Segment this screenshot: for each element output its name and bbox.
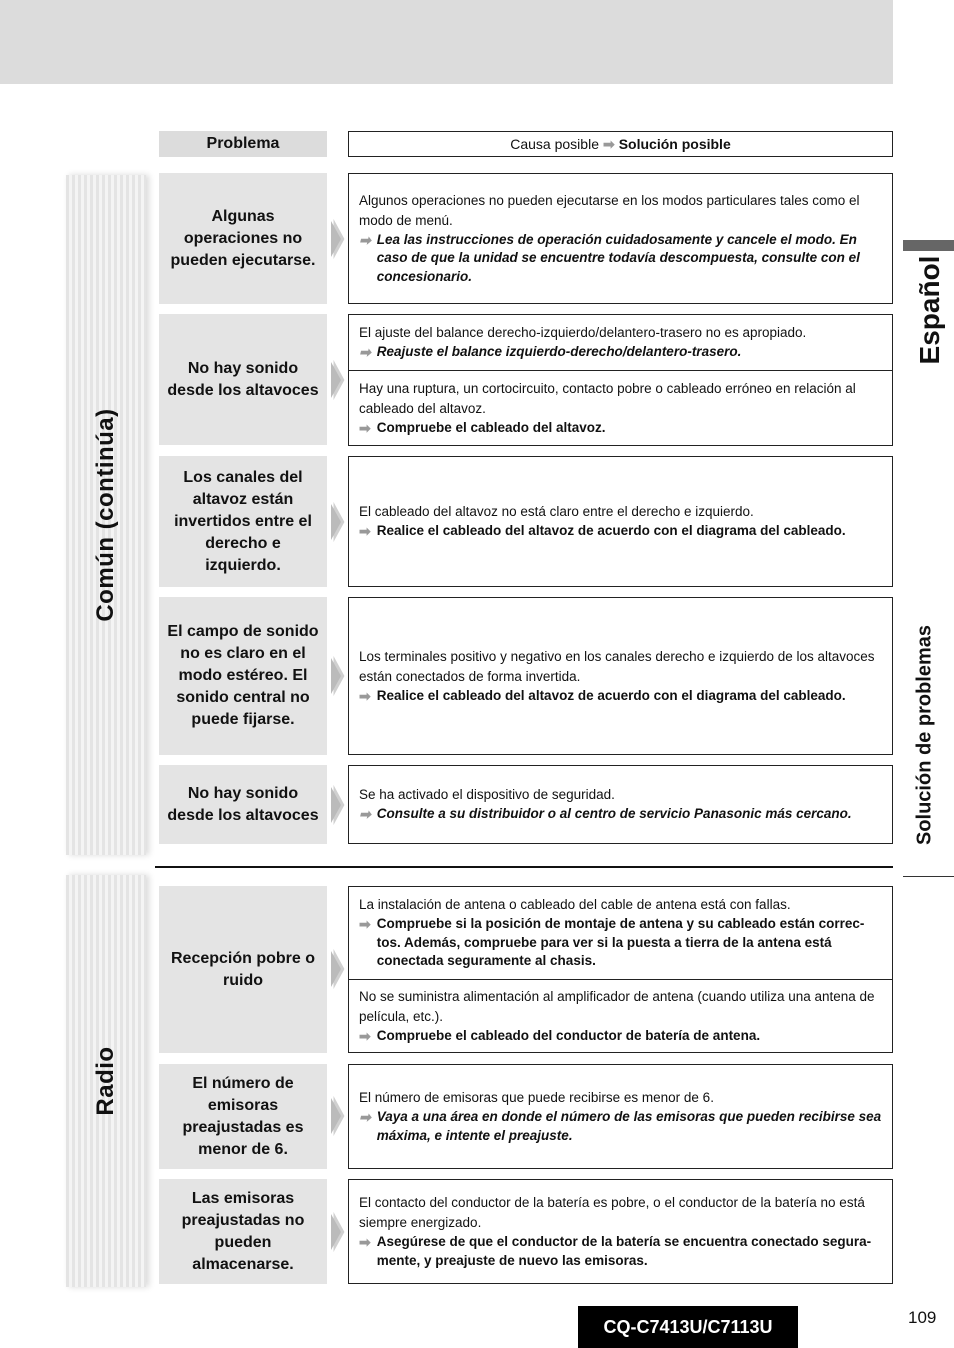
fix-text: Asegúrese de que el conductor de la batería se encuentra conectado segura-mente, y preajuste de nuevo las emisoras.: [376, 1234, 872, 1268]
chevron-right-icon: [331, 783, 347, 827]
fix-text: Compruebe si la posición de montaje de antena y su cableado están correc-tos. Además, compruebe para ver si la puesta a tierra de la antena está conectada seguramente al chasis.: [376, 916, 865, 969]
cause-text: Se ha activado el dispositivo de seguridad.: [359, 787, 615, 803]
solution-box: [348, 1064, 893, 1169]
solution-box: [348, 597, 893, 755]
cause-text: No se suministra alimentación al amplificador de antena (cuando utiliza una antena de película, etc.).: [359, 988, 875, 1024]
arrow-icon: ➡: [359, 344, 371, 361]
fix-text: Vaya a una área en donde el número de las emisoras que pueden recibirse sea máxima, e intente el preajuste.: [376, 1109, 882, 1143]
arrow-icon: ➡: [602, 135, 615, 152]
arrow-icon: ➡: [359, 1027, 371, 1044]
cause-text: Los terminales positivo y negativo en los canales derecho e izquierdo de los altavoces están conectados de forma invertida.: [359, 648, 875, 684]
problem-cell: Algunas operaciones no pueden ejecutarse.: [159, 173, 327, 304]
language-tab-marker: [903, 240, 954, 251]
fix-line: [359, 522, 882, 541]
chevron-right-icon: [331, 654, 347, 698]
fix-text: Lea las instrucciones de operación cuidadosamente y cancele el modo. En caso de que la unidad se encuentre todavía descompuesta, consulte con el concesionario.: [376, 231, 860, 284]
fix-text: Compruebe el cableado del altavoz.: [376, 419, 606, 435]
fix-line: [359, 687, 882, 706]
cause-text: El número de emisoras que puede recibirse es menor de 6.: [359, 1090, 714, 1105]
header-cause-solution: [348, 131, 893, 157]
arrow-icon: ➡: [359, 231, 371, 248]
arrow-icon: ➡: [359, 419, 371, 436]
chevron-right-icon: [331, 217, 347, 261]
fix-line: [359, 915, 882, 971]
fix-line: [359, 1027, 882, 1046]
problem-cell: Recepción pobre o ruido: [159, 886, 327, 1053]
fix-line: [359, 419, 882, 438]
problem-cell: Las emisoras preajustadas no pueden almacenarse.: [159, 1179, 327, 1284]
solution-box: [348, 456, 893, 587]
solution-cell: [349, 979, 892, 1052]
solution-box: [348, 173, 893, 304]
chevron-right-icon: [331, 947, 347, 991]
side-tab-comun: [66, 175, 146, 855]
solution-box: [348, 886, 893, 1053]
fix-line: [359, 805, 882, 824]
side-tab-radio: [66, 875, 146, 1287]
solution-cell: [349, 598, 892, 754]
solution-box: [348, 1179, 893, 1284]
fix-line: [359, 343, 882, 362]
cause-text: Hay una ruptura, un cortocircuito, contacto pobre o cableado erróneo en relación al cableado del altavoz.: [359, 380, 856, 416]
margin-rule: [903, 876, 954, 877]
fix-text: Consulte a su distribuidor o al centro de servicio Panasonic más cercano.: [376, 806, 852, 822]
problem-cell: El campo de sonido no es claro en el modo estéreo. El sonido central no puede fijarse.: [159, 597, 327, 755]
solution-cell: [349, 766, 892, 843]
header-cause: Causa posible: [510, 136, 599, 152]
arrow-icon: ➡: [359, 806, 371, 823]
section-divider: [155, 866, 893, 868]
fix-line: [359, 1233, 882, 1270]
chevron-right-icon: [331, 1094, 347, 1138]
cause-text: El ajuste del balance derecho-izquierdo/delantero-trasero no es apropiado.: [359, 325, 807, 341]
arrow-icon: ➡: [359, 1109, 371, 1125]
side-tab-comun-label: Común (continúa): [92, 408, 119, 622]
solution-cell: [349, 315, 892, 370]
fix-line: [359, 231, 882, 287]
arrow-icon: ➡: [359, 523, 371, 540]
solution-cell: [349, 457, 892, 586]
fix-text: Realice el cableado del altavoz de acuerdo con el diagrama del cableado.: [376, 523, 846, 539]
fix-text: Realice el cableado del altavoz de acuerdo con el diagrama del cableado.: [376, 687, 846, 703]
solution-cell: [349, 1065, 892, 1168]
problem-cell: El número de emisoras preajustadas es menor de 6.: [159, 1064, 327, 1169]
solution-cell: [349, 1180, 892, 1283]
cause-text: Algunos operaciones no pueden ejecutarse en los modos particulares tales como el modo de menú.: [359, 192, 860, 228]
fix-line: [359, 1108, 882, 1145]
chevron-right-icon: [331, 1210, 347, 1254]
cause-text: El cableado del altavoz no está claro entre el derecho e izquierdo.: [359, 504, 754, 520]
language-label: Español: [914, 255, 945, 365]
solution-cell: [349, 174, 892, 303]
arrow-icon: ➡: [359, 1234, 371, 1250]
side-tab-radio-label: Radio: [92, 1046, 119, 1116]
header-problem: Problema: [159, 131, 327, 157]
solution-box: [348, 314, 893, 446]
fix-text: Reajuste el balance izquierdo-derecho/delantero-trasero.: [376, 344, 742, 360]
cause-text: El contacto del conductor de la batería es pobre, o el conductor de la batería no está siempre energizado.: [359, 1195, 865, 1230]
problem-cell: Los canales del altavoz están invertidos entre el derecho e izquierdo.: [159, 456, 327, 587]
solution-box: [348, 765, 893, 844]
section-label: Solución de problemas: [913, 624, 936, 846]
problem-cell: No hay sonido desde los altavoces: [159, 314, 327, 445]
solution-cell: [349, 370, 892, 445]
chevron-right-icon: [331, 358, 347, 402]
top-gray-band: [0, 0, 893, 84]
cause-text: La instalación de antena o cableado del cable de antena está con fallas.: [359, 897, 791, 913]
header-solution: Solución posible: [618, 136, 731, 152]
arrow-icon: ➡: [359, 916, 371, 933]
arrow-icon: ➡: [359, 687, 371, 704]
problem-cell: No hay sonido desde los altavoces: [159, 765, 327, 844]
chevron-right-icon: [331, 500, 347, 544]
model-number: CQ-C7413U/C7113U: [578, 1306, 798, 1348]
fix-text: Compruebe el cableado del conductor de batería de antena.: [376, 1027, 761, 1043]
solution-cell: [349, 887, 892, 979]
page-number: 109: [908, 1308, 937, 1327]
